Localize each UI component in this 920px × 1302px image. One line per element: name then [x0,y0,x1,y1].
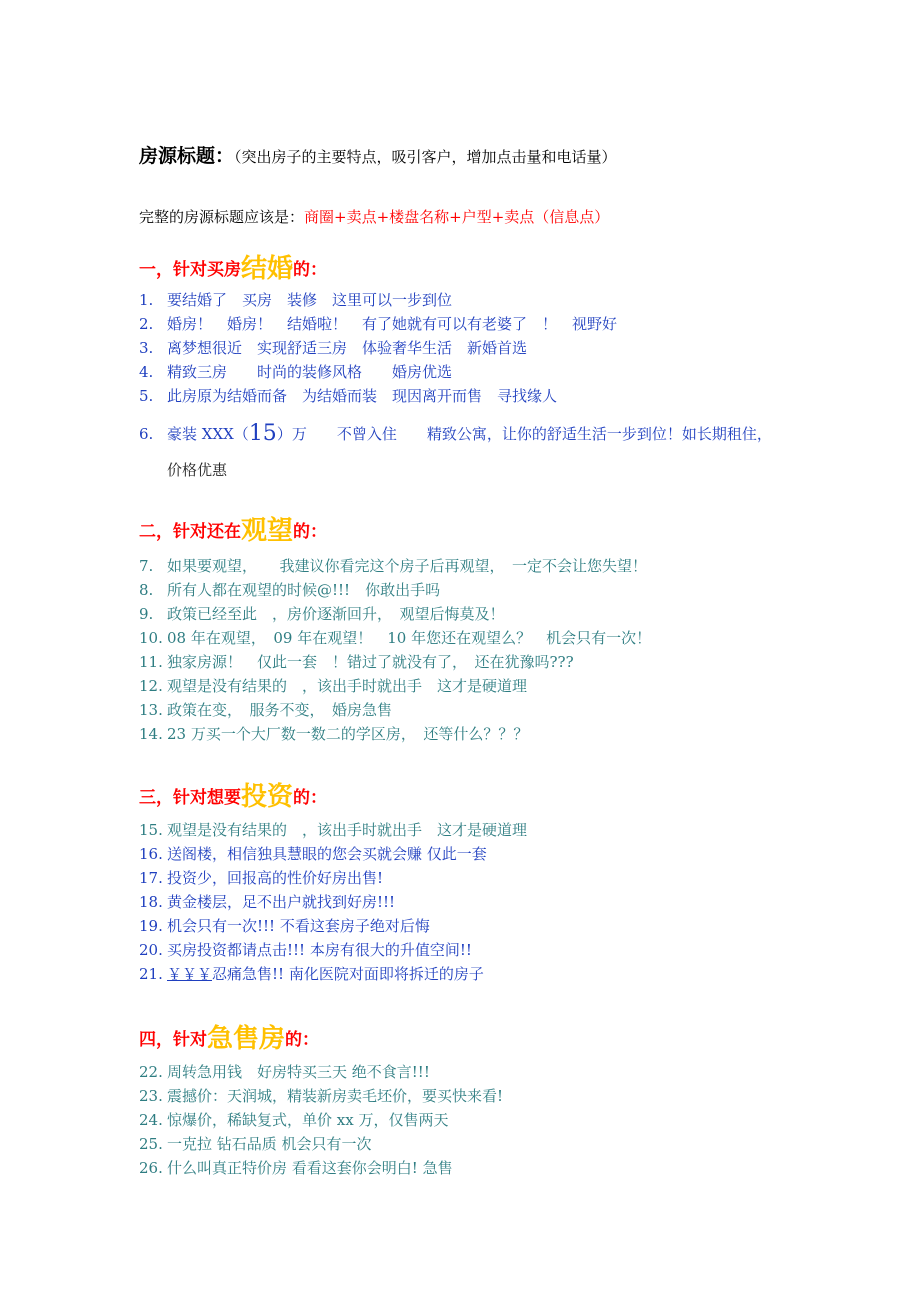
formula-prefix: 完整的房源标题应该是： [139,208,305,226]
section-heading-investment [139,780,327,815]
item-text: 离梦想很近 实现舒适三房 体验奢华生活 新婚首选 [167,339,528,357]
list-item [139,962,484,986]
item-text: 送阁楼，相信独具慧眼的您会买就会赚 仅此一套 [167,845,487,863]
section-heading-wedding [139,252,327,287]
item-text: 婚房！ 婚房！ 结婚啦！ 有了她就有可以有老婆了 ！ 视野好 [167,315,618,333]
list-item [139,336,527,360]
item-text: 震撼价：天润城，精装新房卖毛坯价，要买快来看! [167,1087,504,1105]
title-formula [139,206,609,227]
item-number: 10. [139,629,163,647]
list-item [139,818,527,842]
list-item [139,842,487,866]
list-item [139,360,452,384]
list-item [139,384,557,408]
list-item [139,1060,430,1084]
list-item-continuation: 价格优惠 [167,461,228,479]
section-heading-watching [139,514,327,549]
item-text: 精致三房 时尚的装修风格 婚房优选 [167,363,453,381]
list-item [139,722,528,746]
list-item [139,1108,448,1132]
yen-symbols: ￥￥￥ [167,965,213,983]
title-label: 房源标题： [139,145,235,167]
item-text: 一克拉 钻石品质 机会只有一次 [167,1135,372,1153]
list-item [139,288,452,312]
heading-post: 的： [293,788,328,808]
item-text: 忍痛急售!! 南化医院对面即将拆迁的房子 [212,965,484,983]
item-number: 1. [139,291,154,309]
list-item [139,312,617,336]
heading-keyword: 结婚 [241,254,294,284]
item-text: 周转急用钱 好房特买三天 绝不食言!!! [167,1063,430,1081]
item-text: 23 万买一个大厂数一数二的学区房， 还等什么？？？ [167,725,529,743]
item-price: 15 [248,421,277,446]
list-item [139,938,472,962]
item-text: 政策已经至此 ，房价逐渐回升， 观望后悔莫及！ [167,605,505,623]
list-item [139,866,383,890]
list-item [139,626,651,650]
item-text: 要结婚了 买房 装修 这里可以一步到位 [167,291,453,309]
item-number: 17. [139,869,163,887]
list-item [139,890,395,914]
item-number: 18. [139,893,163,911]
list-item [139,554,647,578]
item-text: 政策在变， 服务不变， 婚房急售 [167,701,393,719]
list-item [139,698,392,722]
item-number: 25. [139,1135,163,1153]
heading-keyword: 急售房 [207,1024,286,1054]
item-text: 机会只有一次!!! 不看这套房子绝对后悔 [167,917,430,935]
item-number: 13. [139,701,163,719]
list-item [139,578,440,602]
list-item [139,1132,372,1156]
item-text: 如果要观望， 我建议你看完这个房子后再观望， 一定不会让您失望！ [167,557,648,575]
item-text: 所有人都在观望的时候@!!! 你敢出手吗 [167,581,441,599]
item-text: 惊爆价，稀缺复式，单价 xx 万，仅售两天 [167,1111,449,1129]
item-text: 投资少，回报高的性价好房出售! [167,869,384,887]
item-number: 8. [139,581,154,599]
item-number: 23. [139,1087,163,1105]
item-text: 买房投资都请点击!!! 本房有很大的升值空间!! [167,941,472,959]
item-text: 豪装 XXX（ [167,425,249,443]
heading-post: 的： [293,260,328,280]
item-text: 观望是没有结果的 ，该出手时就出手 这才是硬道理 [167,821,528,839]
heading-pre: 三，针对想要 [139,788,241,808]
item-number: 21. [139,965,163,983]
heading-pre: 一，针对买房 [139,260,241,280]
item-number: 6. [139,425,154,443]
item-number: 16. [139,845,163,863]
heading-pre: 二，针对还在 [139,522,241,542]
heading-keyword: 观望 [241,516,294,546]
list-item [139,1156,453,1180]
item-number: 19. [139,917,163,935]
section-heading-urgent-sale [139,1022,319,1057]
title-note: （突出房子的主要特点，吸引客户，增加点击量和电话量） [234,148,617,166]
item-number: 24. [139,1111,163,1129]
item-number: 20. [139,941,163,959]
item-text: 观望是没有结果的 ，该出手时就出手 这才是硬道理 [167,677,528,695]
list-item [139,650,574,674]
list-item [139,674,527,698]
item-number: 14. [139,725,163,743]
heading-keyword: 投资 [241,782,294,812]
heading-post: 的： [293,522,328,542]
item-number: 15. [139,821,163,839]
item-text: 黄金楼层，足不出户就找到好房!!! [167,893,396,911]
item-text: 独家房源！ 仅此一套 ！错过了就没有了， 还在犹豫吗??? [167,653,574,671]
item-text: 08 年在观望， 09 年在观望！ 10 年您还在观望么？ 机会只有一次！ [167,629,652,647]
page-title [139,141,617,168]
list-item [139,602,505,626]
item-number: 12. [139,677,163,695]
item-number: 2. [139,315,154,333]
list-item [139,914,430,938]
heading-post: 的： [285,1030,320,1050]
item-number: 7. [139,557,154,575]
heading-pre: 四，针对 [139,1030,207,1050]
item-text: 此房原为结婚而备 为结婚而装 现因离开而售 寻找缘人 [167,387,558,405]
item-number: 11. [139,653,163,671]
item-text: ）万 不曾入住 精致公寓，让你的舒适生活一步到位！如长期租住， [276,425,772,443]
item-number: 9. [139,605,154,623]
item-number: 5. [139,387,154,405]
item-number: 4. [139,363,154,381]
formula-content: 商圈+卖点+楼盘名称+户型+卖点（信息点） [304,208,610,226]
item-number: 26. [139,1159,163,1177]
item-number: 3. [139,339,154,357]
list-item [139,1084,503,1108]
item-number: 22. [139,1063,163,1081]
item-text: 什么叫真正特价房 看看这套你会明白! 急售 [167,1159,453,1177]
list-item [139,422,772,446]
